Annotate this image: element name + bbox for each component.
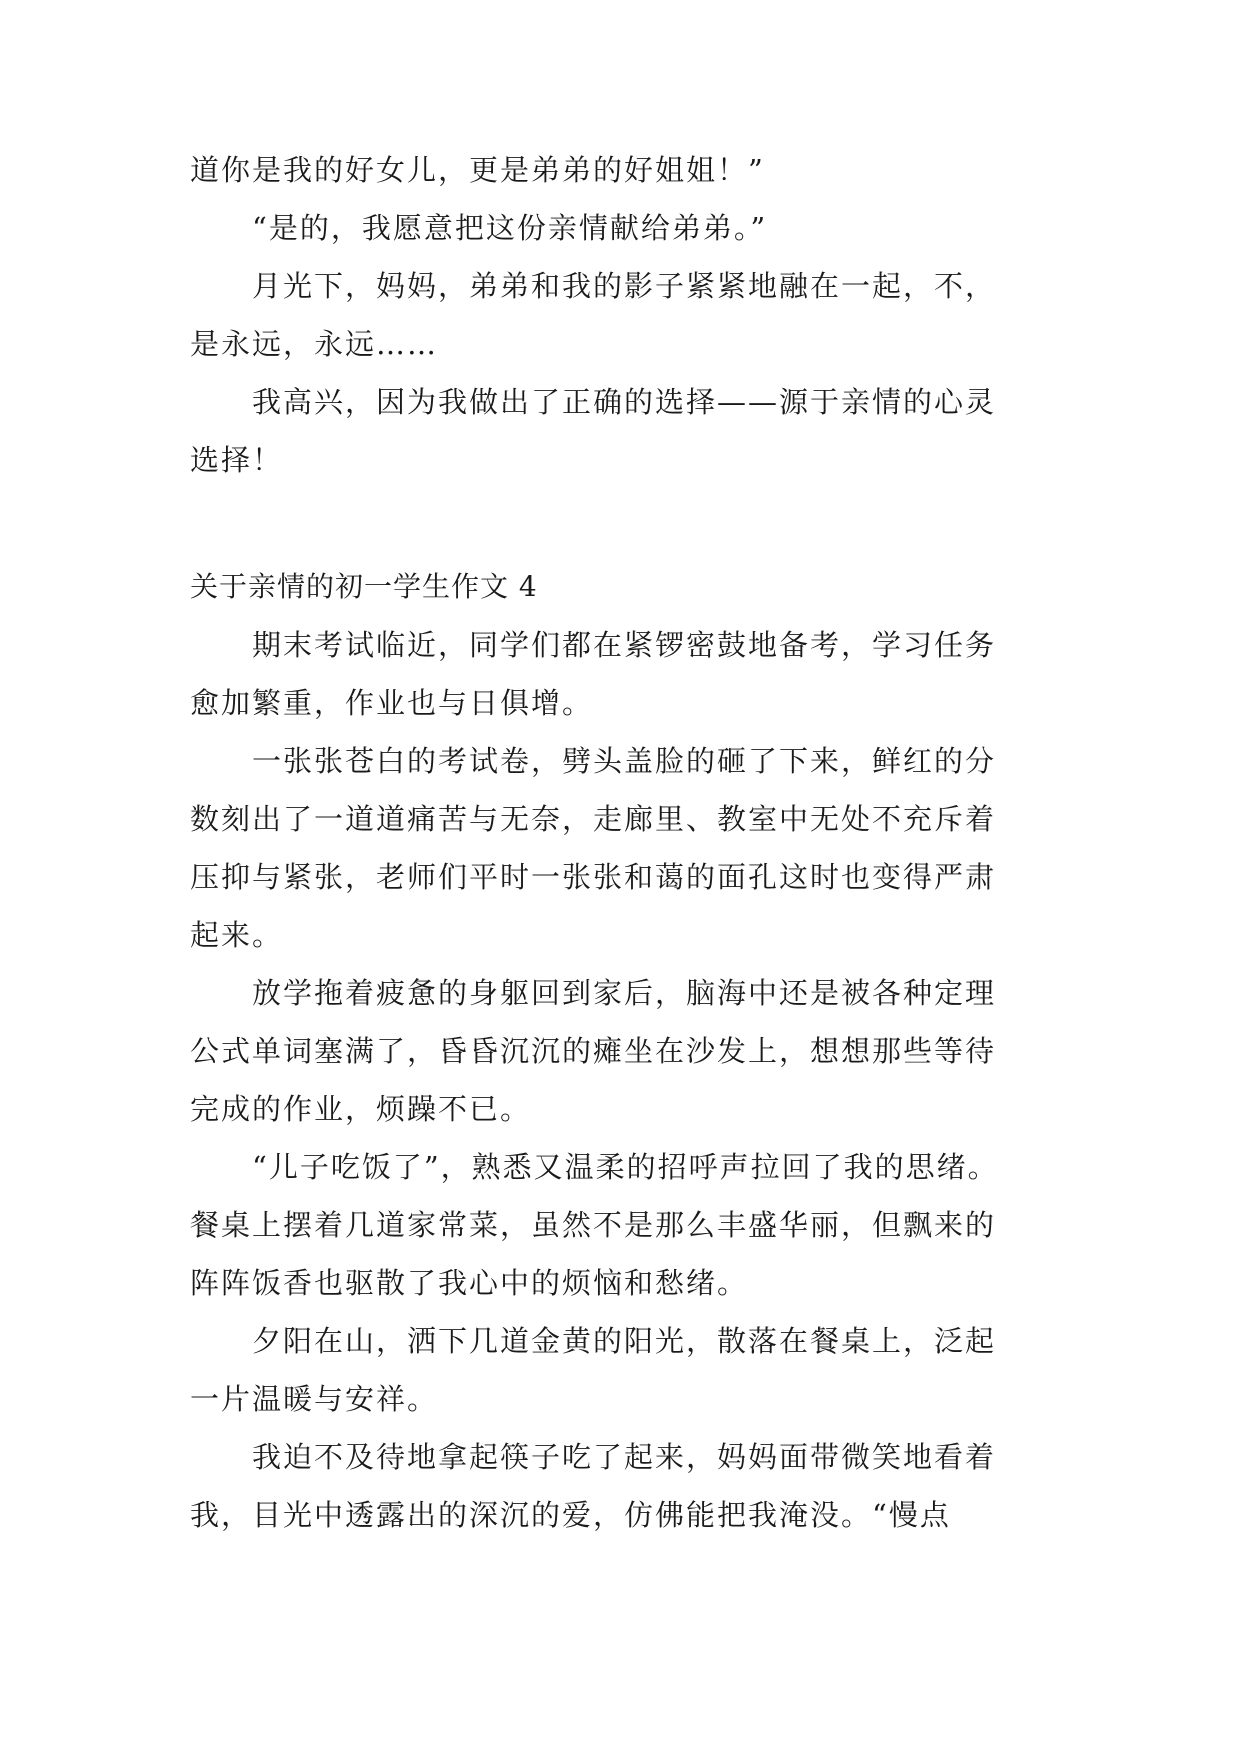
text-line: 道你是我的好女儿，更是弟弟的好姐姐！” bbox=[190, 153, 765, 187]
text-line: 一张张苍白的考试卷，劈头盖脸的砸了下来，鲜红的分 bbox=[252, 744, 997, 778]
text-line: 愈加繁重，作业也与日俱增。 bbox=[190, 686, 594, 720]
text-line: 完成的作业，烦躁不已。 bbox=[190, 1092, 532, 1126]
text-line: 是永远，永远…… bbox=[190, 327, 439, 361]
text-line: “儿子吃饭了”，熟悉又温柔的招呼声拉回了我的思绪。 bbox=[252, 1150, 999, 1184]
text-line: 我迫不及待地拿起筷子吃了起来，妈妈面带微笑地看着 bbox=[252, 1440, 997, 1474]
text-line: 我高兴，因为我做出了正确的选择——源于亲情的心灵 bbox=[252, 385, 997, 419]
text-line: “是的，我愿意把这份亲情献给弟弟。” bbox=[252, 211, 768, 245]
text-line: 月光下，妈妈，弟弟和我的影子紧紧地融在一起，不， bbox=[252, 269, 997, 303]
text-line: 放学拖着疲惫的身躯回到家后，脑海中还是被各种定理 bbox=[252, 976, 997, 1010]
text-line: 数刻出了一道道痛苦与无奈，走廊里、教室中无处不充斥着 bbox=[190, 802, 997, 836]
text-line: 公式单词塞满了，昏昏沉沉的瘫坐在沙发上，想想那些等待 bbox=[190, 1034, 997, 1068]
text-line: 餐桌上摆着几道家常菜，虽然不是那么丰盛华丽，但飘来的 bbox=[190, 1208, 997, 1242]
essay-title: 关于亲情的初一学生作文 4 bbox=[190, 570, 538, 603]
text-line: 一片温暖与安祥。 bbox=[190, 1382, 439, 1416]
text-line: 选择！ bbox=[190, 443, 284, 477]
text-line: 期末考试临近，同学们都在紧锣密鼓地备考，学习任务 bbox=[252, 628, 997, 662]
text-line: 夕阳在山，洒下几道金黄的阳光，散落在餐桌上，泛起 bbox=[252, 1324, 997, 1358]
text-line: 起来。 bbox=[190, 918, 284, 952]
text-line: 我，目光中透露出的深沉的爱，仿佛能把我淹没。“慢点 bbox=[190, 1498, 951, 1532]
text-line: 阵阵饭香也驱散了我心中的烦恼和愁绪。 bbox=[190, 1266, 749, 1300]
text-line: 压抑与紧张，老师们平时一张张和蔼的面孔这时也变得严肃 bbox=[190, 860, 997, 894]
